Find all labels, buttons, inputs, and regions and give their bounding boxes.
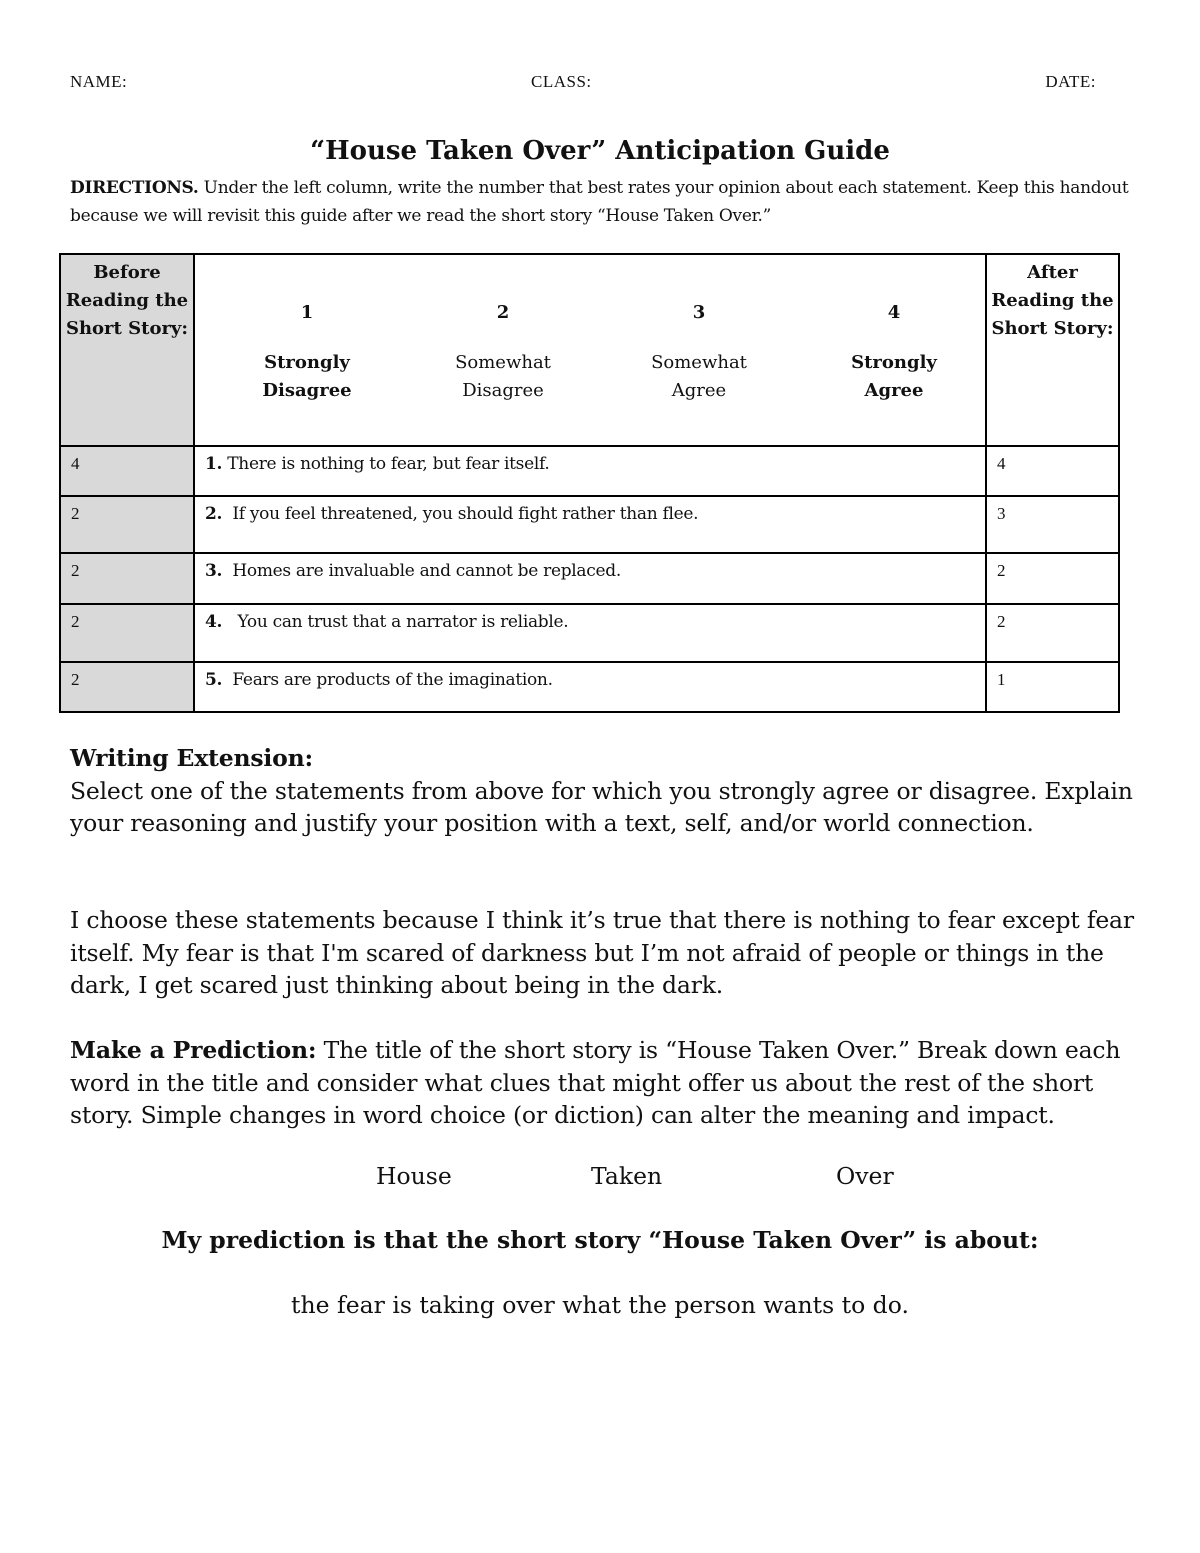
table-row bbox=[60, 496, 1119, 553]
page-title: “House Taken Over” Anticipation Guide bbox=[310, 136, 890, 166]
prediction-statement: My prediction is that the short story “House Taken Over” is about: bbox=[161, 1226, 1039, 1254]
title-words bbox=[0, 1162, 1200, 1196]
scale-label: Strongly bbox=[264, 352, 350, 373]
table-row bbox=[60, 553, 1119, 604]
statement-number: 4. bbox=[205, 612, 223, 632]
statement bbox=[194, 604, 986, 662]
title-word-taken: Taken bbox=[591, 1162, 663, 1190]
scale-item-1 bbox=[217, 299, 397, 405]
writing-extension-heading: Writing Extension: bbox=[70, 744, 313, 772]
writing-extension-answer[interactable]: I choose these statements because I think it’s true that there is nothing to fear except fear itself. My fear is that I'm scared of darkness but I’m not afraid of people or things in the dark, I get scared just thinking about being in the dark. bbox=[70, 906, 1134, 999]
table-row bbox=[60, 446, 1119, 496]
statement bbox=[194, 446, 986, 496]
scale-label: Somewhat bbox=[651, 352, 747, 373]
scale-label: Agree bbox=[864, 380, 924, 401]
before-rating[interactable]: 2 bbox=[60, 553, 194, 604]
statement-number: 3. bbox=[205, 561, 223, 581]
scale-label: Somewhat bbox=[455, 352, 551, 373]
statement bbox=[194, 553, 986, 604]
statement-text: Fears are products of the imagination. bbox=[222, 670, 553, 690]
scale-item-3 bbox=[609, 299, 789, 405]
before-rating[interactable]: 4 bbox=[60, 446, 194, 496]
statement-text: Homes are invaluable and cannot be replaced. bbox=[222, 561, 621, 581]
after-rating[interactable]: 2 bbox=[986, 604, 1119, 662]
table-header-row bbox=[60, 254, 1119, 446]
name-label: NAME: bbox=[70, 72, 128, 91]
prediction-text: The title of the short story is “House Taken Over.” Break down each word in the title and consider what clues that might offer us about the rest of the short story. Simple changes in word choice (or diction) can alter the meaning and impact. bbox=[70, 1036, 1121, 1129]
header-fields bbox=[70, 72, 1096, 94]
prediction-label: Make a Prediction: bbox=[70, 1036, 317, 1064]
scale-label: Strongly bbox=[851, 352, 937, 373]
statement-number: 5. bbox=[205, 670, 223, 690]
scale-label: Disagree bbox=[262, 380, 352, 401]
before-rating[interactable]: 2 bbox=[60, 604, 194, 662]
writing-extension bbox=[70, 742, 1140, 840]
statement-text: There is nothing to fear, but fear itself. bbox=[222, 454, 550, 474]
directions bbox=[70, 174, 1130, 230]
scale-number: 3 bbox=[692, 302, 706, 323]
prediction-answer[interactable]: the fear is taking over what the person wants to do. bbox=[291, 1291, 909, 1319]
title-word-over: Over bbox=[836, 1162, 894, 1190]
statement-number: 2. bbox=[205, 504, 223, 524]
before-rating[interactable]: 2 bbox=[60, 496, 194, 553]
after-rating[interactable]: 4 bbox=[986, 446, 1119, 496]
scale-item-4 bbox=[804, 299, 984, 405]
scale-item-2 bbox=[413, 299, 593, 405]
scale-number: 2 bbox=[496, 302, 510, 323]
after-rating[interactable]: 3 bbox=[986, 496, 1119, 553]
statement-text: If you feel threatened, you should fight rather than flee. bbox=[222, 504, 699, 524]
table-row bbox=[60, 662, 1119, 712]
before-rating[interactable]: 2 bbox=[60, 662, 194, 712]
statement bbox=[194, 662, 986, 712]
after-rating[interactable]: 1 bbox=[986, 662, 1119, 712]
class-label: CLASS: bbox=[531, 72, 592, 91]
scale-label: Disagree bbox=[462, 380, 544, 401]
prediction-prompt bbox=[70, 1034, 1140, 1132]
scale-label: Agree bbox=[671, 380, 727, 401]
table-row bbox=[60, 604, 1119, 662]
after-header: After Reading the Short Story: bbox=[986, 254, 1119, 446]
scale-number: 4 bbox=[887, 302, 901, 323]
scale-number: 1 bbox=[300, 302, 314, 323]
directions-text: Under the left column, write the number that best rates your opinion about each statement. Keep this handout because we will revisit this guide after we read the short story “House Taken Over.” bbox=[70, 178, 1129, 226]
statement-number: 1. bbox=[205, 454, 223, 474]
writing-extension-prompt: Select one of the statements from above for which you strongly agree or disagree. Explain your reasoning and justify your position with a text, self, and/or world connection. bbox=[70, 776, 1133, 837]
date-label: DATE: bbox=[1045, 72, 1096, 91]
rating-scale bbox=[194, 254, 986, 446]
directions-label: DIRECTIONS. bbox=[70, 178, 199, 198]
statement-text: You can trust that a narrator is reliable. bbox=[222, 612, 569, 632]
anticipation-table bbox=[59, 253, 1120, 713]
after-rating[interactable]: 2 bbox=[986, 553, 1119, 604]
title-word-house: House bbox=[376, 1162, 452, 1190]
statement bbox=[194, 496, 986, 553]
before-header: Before Reading the Short Story: bbox=[60, 254, 194, 446]
